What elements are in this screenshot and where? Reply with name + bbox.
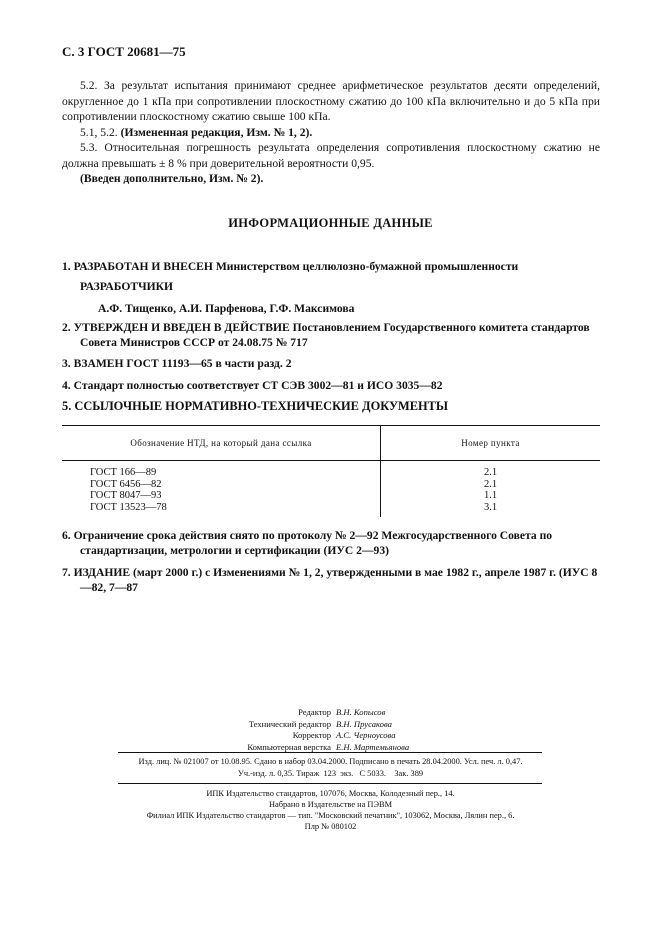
printing-info-line: ИПК Издательство стандартов, 107076, Москва, Колодезный пер., 14. <box>206 789 455 798</box>
info-item-4: 4. Стандарт полностью соответствует СТ СЭВ 3002—81 и ИСО 3035—82 <box>62 379 443 392</box>
section-5-clauses <box>62 78 600 187</box>
table-cell-document: ГОСТ 13523—78 <box>62 502 381 518</box>
credit-role: Технический редактор <box>248 718 331 729</box>
credit-name: В.Н. Копысов <box>336 707 386 717</box>
table-cell-clause: 1.1 <box>483 490 498 501</box>
publication-info-line: Изд. лиц. № 021007 от 10.08.95. Сдано в набор 03.04.2000. Подписано в печать 28.04.2000. Усл. печ. л. 0,47. <box>138 757 523 766</box>
credit-role: Редактор <box>298 707 331 717</box>
table-header-clause: Номер пункта <box>381 426 601 461</box>
credit-row <box>0 719 661 731</box>
table-cell-clause: 2.1 <box>483 478 498 490</box>
table-cell-document: ГОСТ 166—89 <box>62 461 381 479</box>
clause-5-2-amendment <box>62 125 600 141</box>
page-header: С. 3 ГОСТ 20681—75 <box>62 44 186 59</box>
table-cell-document: ГОСТ 8047—93 <box>62 490 381 502</box>
reference-documents-table <box>62 425 600 517</box>
table-row <box>62 490 600 502</box>
printing-info-line: Плр № 080102 <box>304 822 357 831</box>
credit-name: А.С. Черноусова <box>336 730 396 740</box>
table-cell-document: ГОСТ 6456—82 <box>62 479 381 491</box>
credit-role: Компьютерная верстка <box>247 741 331 752</box>
info-item-2: 2. УТВЕРЖДЕН И ВВЕДЕН В ДЕЙСТВИЕ Постановлением Государственного комитета стандартов Совета Министров СССР от 24.08.75 № 717 <box>62 321 590 349</box>
table-row <box>62 479 600 491</box>
table-row <box>62 502 600 518</box>
editorial-credits <box>0 707 661 753</box>
info-item-7: 7. ИЗДАНИЕ (март 2000 г.) с Изменениями № 1, 2, утвержденными в мае 1982 г., апреле 1987 г. (ИУС 8—82, 7—87 <box>62 566 598 594</box>
credit-role: Корректор <box>292 730 331 740</box>
amendment-ref: 5.1, 5.2. <box>80 125 118 139</box>
table-header-row <box>62 426 600 461</box>
clause-5-3: 5.3. Относительная погрешность результата определения сопротивления плоскостному сжатию не должна превышать ± 8 % при доверительной вероятности 0,95. <box>62 141 600 170</box>
info-item-3: 3. ВЗАМЕН ГОСТ 11193—65 в части разд. 2 <box>62 357 292 370</box>
developers-label: РАЗРАБОТЧИКИ <box>80 280 174 293</box>
divider-bottom <box>118 783 542 784</box>
clause-5-2: 5.2. За результат испытания принимают среднее арифметическое результатов десяти определений, округленное до 1 кПа при сопротивлении плоскостному сжатию до 100 кПа включительно и до 5 кПа при сопротивлении плоскостному сжатию свыше 100 кПа. <box>62 79 600 123</box>
credit-row <box>0 730 661 742</box>
table-cell-clause: 2.1 <box>483 467 498 478</box>
publication-info-line: Уч.-изд. л. 0,35. Тираж 123 экз. С 5033. Зак. 389 <box>237 768 424 778</box>
printing-info <box>0 788 661 832</box>
publication-info <box>0 756 661 779</box>
printing-info-line: Филиал ИПК Издательство стандартов — тип. "Московский печатник", 103062, Москва, Лялин пер., 6. <box>146 811 515 820</box>
info-item-6: 6. Ограничение срока действия снято по протоколу № 2—92 Межгосударственного Совета по стандартизации, метрологии и сертификации (ИУС 2—93) <box>62 529 553 557</box>
info-item-1: 1. РАЗРАБОТАН И ВНЕСЕН Министерством целлюлозно-бумажной промышленности <box>62 260 519 273</box>
amendment-note: (Измененная редакция, Изм. № 1, 2). <box>120 125 313 139</box>
table-row <box>62 461 600 479</box>
printing-info-line: Набрано в Издательстве на ПЭВМ <box>268 800 393 809</box>
credit-name: В.Н. Прусакова <box>336 718 392 729</box>
table-header-document: Обозначение НТД, на который дана ссылка <box>62 426 381 461</box>
info-data-title: ИНФОРМАЦИОННЫЕ ДАННЫЕ <box>228 216 433 230</box>
clause-5-3-amendment: (Введен дополнительно, Изм. № 2). <box>80 172 264 185</box>
developers-names: А.Ф. Тищенко, А.И. Парфенова, Г.Ф. Максимова <box>98 302 355 315</box>
credit-name: Е.Н. Мартемьянова <box>336 741 410 752</box>
table-cell-clause: 3.1 <box>483 501 498 513</box>
credit-row <box>0 707 661 719</box>
divider-top <box>118 752 542 753</box>
info-item-5: 5. ССЫЛОЧНЫЕ НОРМАТИВНО-ТЕХНИЧЕСКИЕ ДОКУМЕНТЫ <box>62 399 449 413</box>
